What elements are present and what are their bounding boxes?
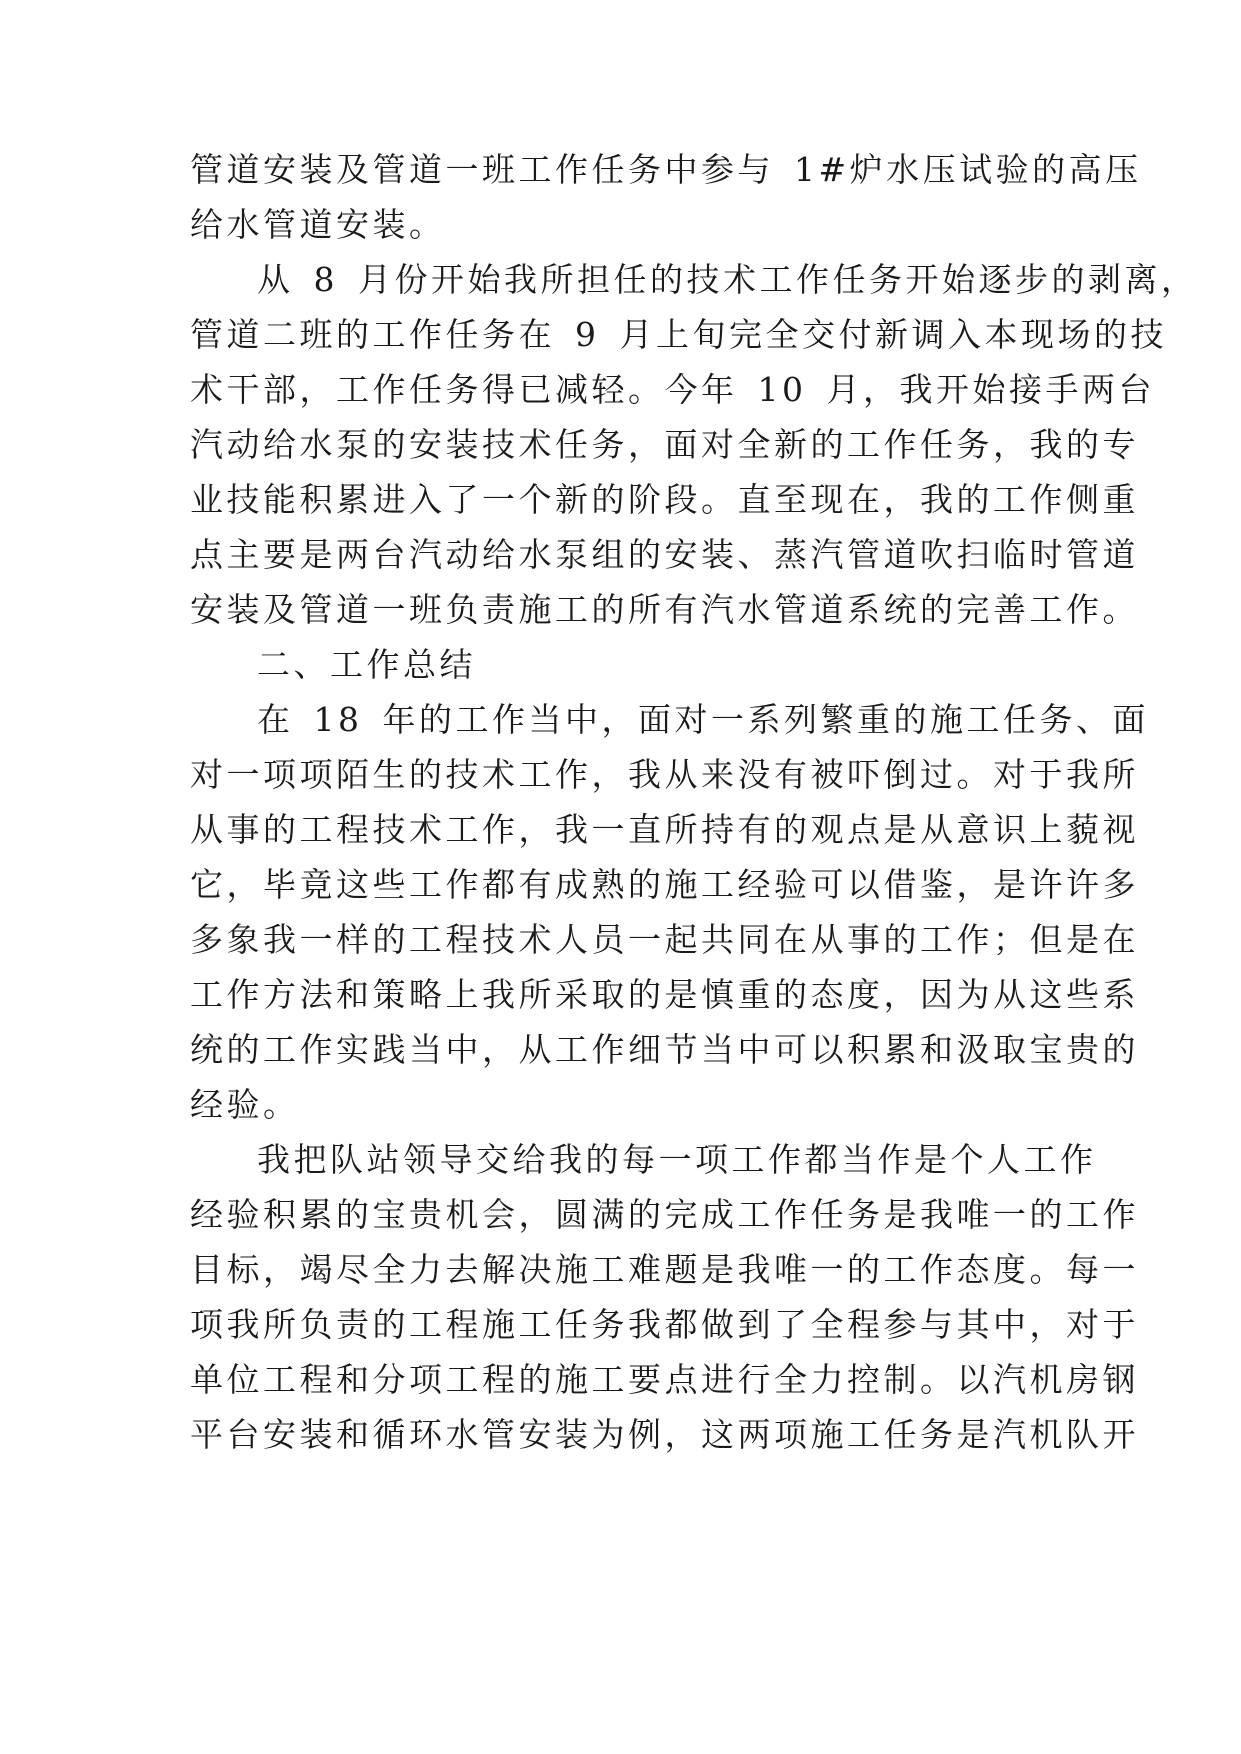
text-line: 业技能积累进入了一个新的阶段。直至现在，我的工作侧重 <box>190 480 1139 519</box>
text-line: 项我所负责的工程施工任务我都做到了全程参与其中，对于 <box>190 1305 1139 1344</box>
text-line: 它，毕竟这些工作都有成熟的施工经验可以借鉴，是许许多 <box>190 865 1139 904</box>
paragraph-start-line: 从 8 月份开始我所担任的技术工作任务开始逐步的剥离， <box>257 260 1198 299</box>
text-line: 术干部，工作任务得已减轻。今年 10 月，我开始接手两台 <box>190 370 1155 409</box>
text-line: 统的工作实践当中，从工作细节当中可以积累和汲取宝贵的 <box>190 1030 1139 1069</box>
text-line: 经验。 <box>190 1085 300 1124</box>
text-line: 单位工程和分项工程的施工要点进行全力控制。以汽机房钢 <box>190 1360 1139 1399</box>
text-line: 工作方法和策略上我所采取的是慎重的态度，因为从这些系 <box>190 975 1139 1014</box>
text-line: 管道二班的工作任务在 9 月上旬完全交付新调入本现场的技 <box>190 315 1167 354</box>
text-line: 对一项项陌生的技术工作，我从来没有被吓倒过。对于我所 <box>190 755 1139 794</box>
text-line: 给水管道安装。 <box>190 205 446 244</box>
section-heading: 二、工作总结 <box>257 645 476 684</box>
text-line: 多象我一样的工程技术人员一起共同在从事的工作；但是在 <box>190 920 1139 959</box>
text-line: 平台安装和循环水管安装为例，这两项施工任务是汽机队开 <box>190 1415 1139 1454</box>
paragraph-start-line: 我把队站领导交给我的每一项工作都当作是个人工作 <box>257 1140 1097 1179</box>
paragraph-start-line: 在 18 年的工作当中，面对一系列繁重的施工任务、面 <box>257 700 1149 739</box>
text-line: 汽动给水泵的安装技术任务，面对全新的工作任务，我的专 <box>190 425 1139 464</box>
text-line: 点主要是两台汽动给水泵组的安装、蒸汽管道吹扫临时管道 <box>190 535 1139 574</box>
text-line: 管道安装及管道一班工作任务中参与 1#炉水压试验的高压 <box>190 150 1142 189</box>
text-line: 经验积累的宝贵机会，圆满的完成工作任务是我唯一的工作 <box>190 1195 1139 1234</box>
text-line: 安装及管道一班负责施工的所有汽水管道系统的完善工作。 <box>190 590 1139 629</box>
text-line: 目标，竭尽全力去解决施工难题是我唯一的工作态度。每一 <box>190 1250 1139 1289</box>
text-line: 从事的工程技术工作，我一直所持有的观点是从意识上藐视 <box>190 810 1139 849</box>
